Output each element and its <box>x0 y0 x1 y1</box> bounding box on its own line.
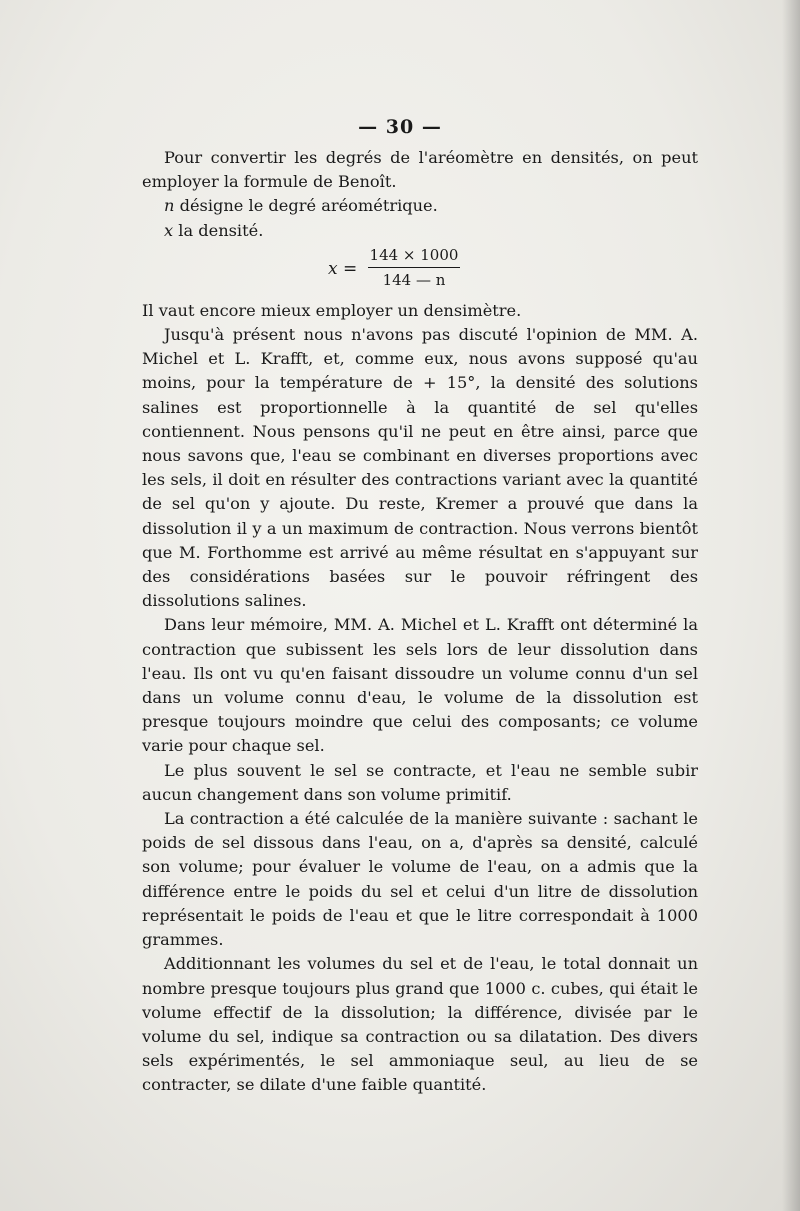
paragraph-conversion: Pour convertir les degrés de l'aréomètre en densités, on peut employer la formule de Benoît. <box>142 148 698 192</box>
page-edge-shadow <box>782 0 800 1211</box>
formula-denominator: 144 — n <box>382 270 446 289</box>
paragraph-contracte: Le plus souvent le sel se contracte, et l'eau ne semble subir aucun changement dans son volume primitif. <box>142 760 698 804</box>
paragraph-additionnant: Additionnant les volumes du sel et de l'eau, le total donnait un nombre presque toujours plus grand que 1000 c. cubes, qui était le volume effectif de la dissolution; la différence, divisée par le volume du sel, indique sa contraction ou sa dilatation. Des divers sels expérimentés, le sel ammoniaque seul, au lieu de se contracter, se dilate d'une faible quantité. <box>142 954 698 1095</box>
page-number: — 30 — <box>358 116 442 138</box>
fraction-bar <box>368 267 460 268</box>
formula-fraction <box>368 245 460 290</box>
formula-lhs: x = <box>328 258 358 279</box>
paragraph-memoire: Dans leur mémoire, MM. A. Michel et L. Krafft ont déterminé la contraction que subissent les sels lors de leur dissolution dans l'eau. Ils ont vu qu'en faisant dissoudre un volume connu d'un sel dans un volume connu d'eau, le volume de la dissolution est presque toujours moindre que celui des composants; ce volume varie pour chaque sel. <box>142 615 698 756</box>
formula-numerator: 144 × 1000 <box>369 245 459 264</box>
definition-x-text: la densité. <box>173 220 264 240</box>
definition-n-text: désigne le degré aréométrique. <box>174 196 438 216</box>
paragraph-densimetre: Il vaut encore mieux employer un densimètre. <box>142 300 522 320</box>
definition-x <box>142 219 698 243</box>
text-block <box>142 146 698 1098</box>
paragraph-calcul: La contraction a été calculée de la manière suivante : sachant le poids de sel dissous dans l'eau, on a, d'après sa densité, calculé son volume; pour évaluer le volume de l'eau, on a admis que la différence entre le poids du sel et celui d'un litre de dissolution représentait le poids de l'eau et que le litre correspondait à 1000 grammes. <box>142 809 698 950</box>
definition-n <box>142 194 698 218</box>
variable-n: n <box>164 196 175 216</box>
paragraph-opinion: Jusqu'à présent nous n'avons pas discuté l'opinion de MM. A. Michel et L. Krafft, et, comme eux, nous avons supposé qu'au moins, pour la température de + 15°, la densité des solutions salines est proportionnelle à la quantité de sel qu'elles contiennent. Nous pensons qu'il ne peut en être ainsi, parce que nous savons que, l'eau se combinant en diverses proportions avec les sels, il doit en résulter des contractions variant avec la quantité de sel qu'on y ajoute. Du reste, Kremer a prouvé que dans la dissolution il y a un maximum de contraction. Nous verrons bientôt que M. Forthomme est arrivé au même résultat en s'appuyant sur des considérations basées sur le pouvoir réfringent des dissolutions salines. <box>142 325 698 611</box>
variable-x: x <box>164 220 174 240</box>
formula-benoit <box>142 245 698 295</box>
